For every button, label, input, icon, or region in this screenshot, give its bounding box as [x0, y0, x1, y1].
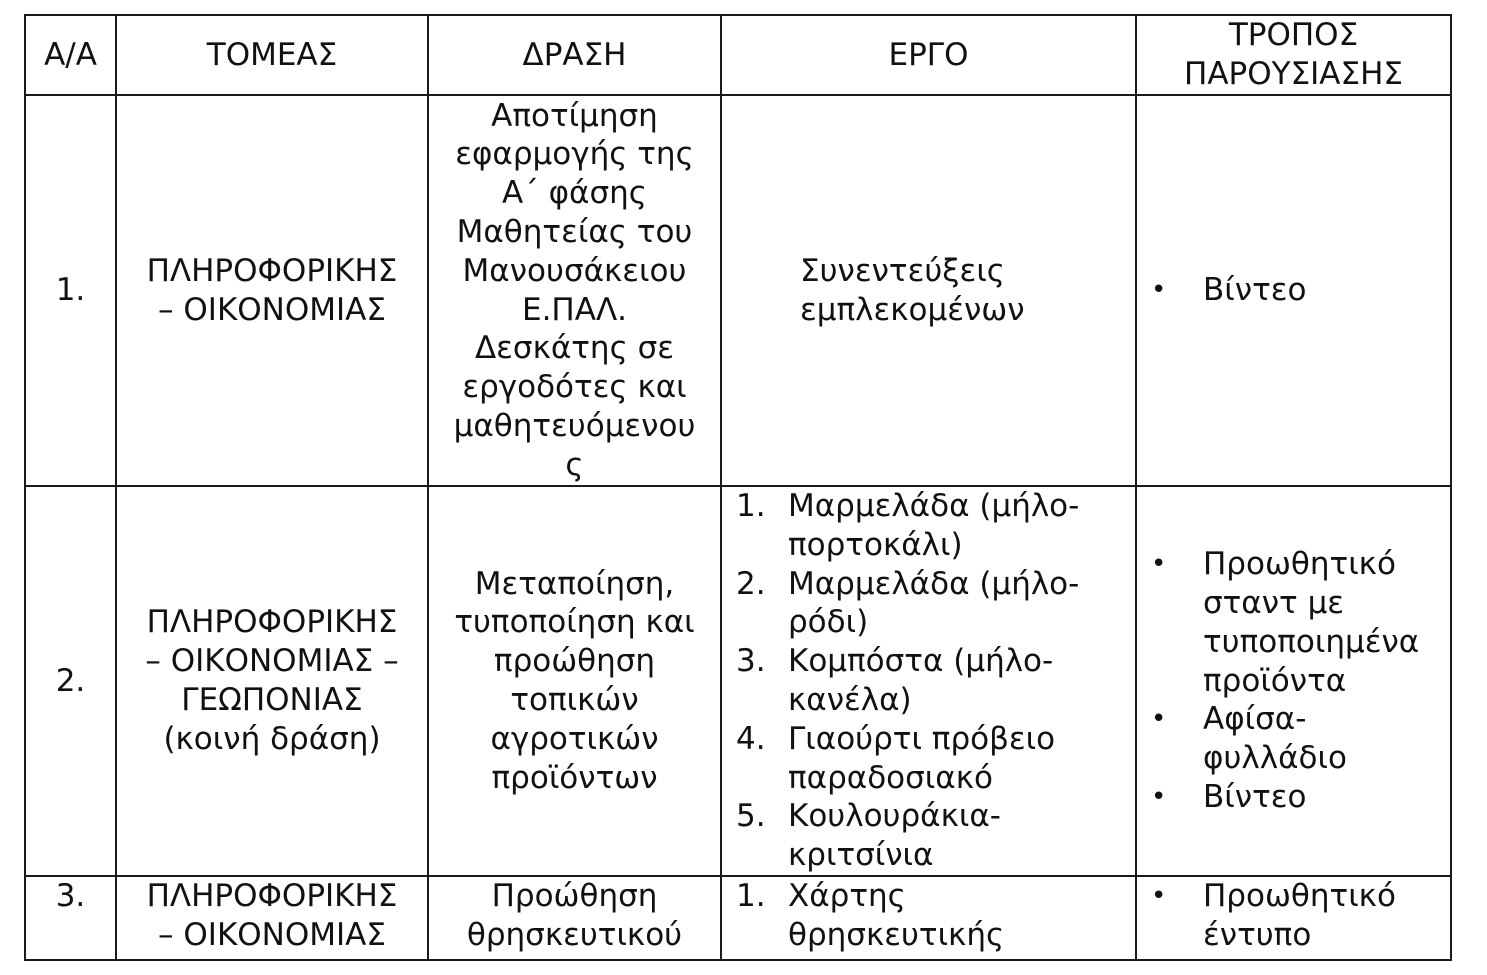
action-line: Αποτίμηση [491, 97, 658, 134]
presentation-item [1151, 271, 1450, 310]
action-line: αγροτικών [490, 720, 659, 757]
action-line: Ε.ΠΑΛ. [521, 291, 628, 328]
header-action: ΔΡΑΣΗ [428, 15, 721, 95]
action-line: εργοδότες και [462, 369, 687, 406]
work-item-line: ρόδι) [788, 604, 869, 641]
work-item-number: 5. [736, 798, 766, 835]
presentation-list [1137, 271, 1450, 310]
sector-line: – ΟΙΚΟΝΟΜΙΑΣ [158, 291, 386, 328]
bullet-icon: • [1151, 704, 1167, 735]
work-item [736, 487, 1135, 565]
sector-line: – ΟΙΚΟΝΟΜΙΑΣ [158, 916, 386, 953]
work-item-number: 1. [736, 488, 766, 525]
presentation-text: Αφίσα- [1203, 701, 1307, 738]
action-line: θρησκευτικού [466, 916, 683, 953]
action-cell [428, 876, 721, 960]
work-item-line: Μαρμελάδα (μήλο- [788, 488, 1080, 525]
presentation-item [1151, 700, 1450, 778]
sector-line: ΠΛΗΡΟΦΟΡΙΚΗΣ [146, 252, 398, 289]
bullet-icon: • [1151, 549, 1167, 580]
sector-line: – ΟΙΚΟΝΟΜΙΑΣ – [145, 643, 399, 680]
work-item-line: θρησκευτικής [788, 916, 1005, 953]
action-line: τοπικών [510, 682, 639, 718]
presentation-text: προϊόντα [1203, 662, 1347, 699]
presentation-list [1137, 545, 1450, 817]
presentation-cell [1136, 876, 1451, 960]
sector-line: ΠΛΗΡΟΦΟΡΙΚΗΣ [146, 878, 398, 914]
presentation-list [1137, 877, 1450, 955]
header-sector: ΤΟΜΕΑΣ [116, 15, 428, 95]
row-number: 1. [25, 95, 116, 486]
work-line: εμπλεκομένων [800, 291, 1025, 328]
work-item [736, 642, 1135, 720]
header-work: ΕΡΓΟ [721, 15, 1136, 95]
row-number: 3. [25, 876, 116, 960]
presentation-text: τυποποιημένα [1203, 623, 1420, 660]
work-item-number: 2. [736, 565, 766, 602]
work-item-number: 4. [736, 720, 766, 757]
sector-line: (κοινή δράση) [163, 720, 381, 757]
action-line: Μαθητείας του [456, 213, 693, 250]
presentation-text: Προωθητικό [1203, 878, 1396, 914]
activities-table [24, 14, 1452, 961]
action-line: Μανουσάκειου [462, 252, 687, 289]
action-line: Μεταποίηση, [474, 565, 675, 602]
work-item-line: κανέλα) [788, 682, 912, 718]
action-cell [428, 95, 721, 486]
action-line: ς [565, 446, 584, 483]
action-line: εφαρμογής της [455, 136, 694, 173]
work-item-line: Γιαούρτι πρόβειο [788, 720, 1056, 757]
work-item-number: 1. [736, 878, 766, 914]
header-presentation-line2: ΠΑΡΟΥΣΙΑΣΗΣ [1184, 56, 1403, 92]
action-line: μαθητευόμενου [453, 407, 696, 444]
work-item-line: πορτοκάλι) [788, 526, 963, 563]
work-item-number: 3. [736, 643, 766, 680]
sector-line: ΓΕΩΠΟΝΙΑΣ [181, 682, 363, 718]
row-number: 2. [25, 486, 116, 876]
presentation-text: έντυπο [1203, 916, 1312, 953]
sector-cell [116, 95, 428, 486]
header-row [25, 15, 1451, 95]
presentation-text: σταντ με [1203, 585, 1345, 621]
presentation-text: Βίντεο [1203, 272, 1307, 309]
bullet-icon: • [1151, 881, 1167, 911]
header-presentation [1136, 15, 1451, 95]
work-cell [721, 95, 1136, 486]
work-cell [721, 486, 1136, 876]
work-item-line: Κομπόστα (μήλο- [788, 643, 1054, 680]
sector-cell [116, 876, 428, 960]
header-aa: Α/Α [25, 15, 116, 95]
presentation-item [1151, 545, 1450, 700]
table-row [25, 876, 1451, 960]
presentation-cell [1136, 486, 1451, 876]
work-item-line: κριτσίνια [788, 837, 934, 874]
table-row [25, 95, 1451, 486]
presentation-text: Βίντεο [1203, 778, 1307, 815]
work-cell [721, 876, 1136, 960]
action-line: τυποποίηση και [454, 604, 695, 641]
header-presentation-line1: ΤΡΟΠΟΣ [1228, 17, 1359, 54]
work-item [736, 720, 1135, 798]
presentation-item [1151, 877, 1450, 955]
work-item [736, 565, 1135, 643]
action-line: προϊόντων [491, 759, 658, 796]
works-list [722, 487, 1135, 875]
work-item-line: Μαρμελάδα (μήλο- [788, 565, 1080, 602]
bullet-icon: • [1151, 781, 1167, 812]
action-cell [428, 486, 721, 876]
work-item [736, 877, 1135, 955]
table-row [25, 486, 1451, 876]
action-line: προώθηση [493, 643, 656, 680]
sector-cell [116, 486, 428, 876]
sector-line: ΠΛΗΡΟΦΟΡΙΚΗΣ [146, 604, 398, 641]
works-list [722, 877, 1135, 955]
work-item [736, 797, 1135, 875]
action-line: Προώθηση [491, 878, 658, 914]
presentation-item [1151, 778, 1450, 817]
presentation-text: Προωθητικό [1203, 546, 1396, 583]
work-item-line: Χάρτης [788, 878, 906, 914]
work-item-line: παραδοσιακό [788, 759, 993, 796]
presentation-text: φυλλάδιο [1203, 740, 1347, 777]
bullet-icon: • [1151, 275, 1167, 306]
action-line: Α΄ φάσης [502, 175, 647, 212]
action-line: Δεσκάτης σε [474, 330, 675, 367]
work-line: Συνεντεύξεις [800, 252, 1005, 289]
presentation-cell [1136, 95, 1451, 486]
work-item-line: Κουλουράκια- [788, 798, 1001, 835]
